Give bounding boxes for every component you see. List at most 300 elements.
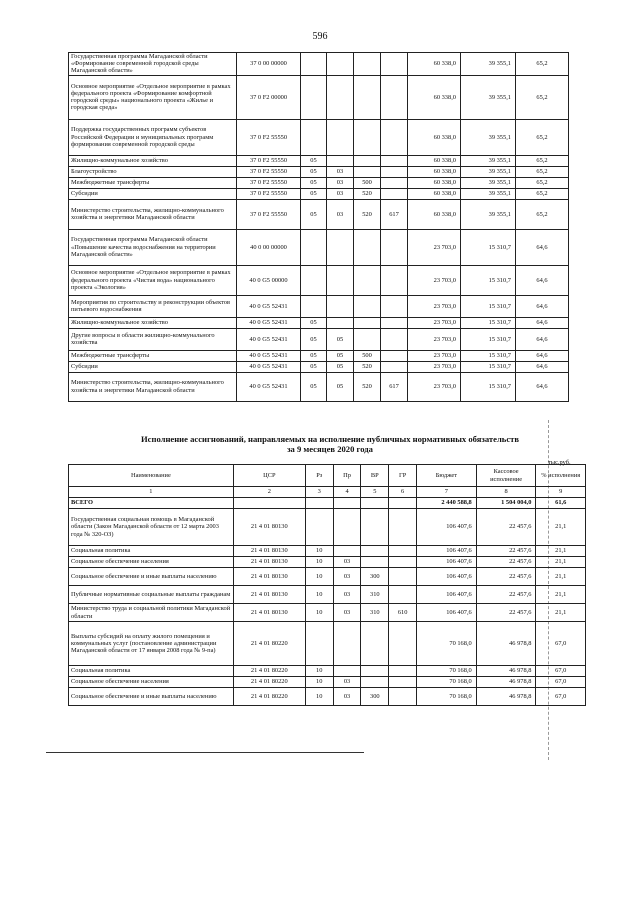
program-table (68, 52, 569, 402)
cell-pct: 64,6 (516, 361, 569, 372)
cell-name: Выплаты субсидий на оплату жилого помещения и коммунальных услуг (постановление администрации Магаданской области от 17 января 2008 года № 9-па) (69, 622, 234, 666)
cell-budget: 106 407,6 (417, 509, 477, 546)
obligations-table-body (69, 509, 586, 706)
cell-pr (333, 509, 361, 546)
cell-cash: 22 457,6 (476, 604, 536, 622)
cell-vr (354, 229, 381, 265)
cell-pct: 65,2 (516, 199, 569, 229)
cell-csr: 21 4 01 80220 (233, 666, 305, 677)
cell-cash: 46 978,8 (476, 622, 536, 666)
cell-rz: 05 (301, 328, 327, 350)
cell-csr: 40 0 G5 52431 (237, 295, 301, 317)
cell-csr: 37 0 00 00000 (237, 53, 301, 76)
col-number: 5 (361, 487, 389, 498)
cell-pct: 64,6 (516, 265, 569, 295)
cell-vr (354, 295, 381, 317)
col-pr-header: Пр (333, 465, 361, 487)
cell-pr (327, 295, 354, 317)
cell-pr (327, 265, 354, 295)
cell-csr: 40 0 G5 52431 (237, 328, 301, 350)
cell-vr (354, 317, 381, 328)
cell-gr (381, 350, 408, 361)
cell-budget: 23 703,0 (408, 317, 461, 328)
cell-pct: 65,2 (516, 188, 569, 199)
cell-cash: 39 355,1 (461, 177, 516, 188)
table-row (69, 177, 569, 188)
cell-cash: 46 978,8 (476, 688, 536, 706)
cell-pct: 64,6 (516, 295, 569, 317)
cell-csr: 37 0 F2 55550 (237, 188, 301, 199)
cell-name: Субсидии (69, 188, 237, 199)
cell-budget: 23 703,0 (408, 361, 461, 372)
cell-rz: 10 (305, 604, 333, 622)
cell-name: Социальная политика (69, 546, 234, 557)
col-gr-header: ГР (389, 465, 417, 487)
cell-name: Социальное обеспечение населения (69, 677, 234, 688)
table-row (69, 509, 586, 546)
table-row (69, 119, 569, 155)
cell-vr (354, 155, 381, 166)
cell-cash: 15 310,7 (461, 350, 516, 361)
cell-pr: 03 (333, 557, 361, 568)
cell-gr (389, 557, 417, 568)
cell-gr (389, 677, 417, 688)
cell-pr (327, 229, 354, 265)
col-pct-header: % исполнения (536, 465, 586, 487)
cell-budget: 60 338,0 (408, 188, 461, 199)
cell-pr: 03 (327, 199, 354, 229)
cell-name: Основное мероприятие «Отдельное мероприятие в рамках федерального проекта «Формирование комфортной городской среды» национального проекта «Жилье и городская среда» (69, 75, 237, 119)
cell-pct: 21,1 (536, 509, 586, 546)
table-row (69, 586, 586, 604)
table-row (69, 604, 586, 622)
cell-pr (327, 155, 354, 166)
cell-name: Основное мероприятие «Отдельное мероприятие в рамках федерального проекта «Чистая вода» национального проекта «Экология» (69, 265, 237, 295)
table-row (69, 622, 586, 666)
cell-pr: 03 (333, 688, 361, 706)
section-title-line-2: за 9 месяцев 2020 года (287, 444, 373, 454)
cell-vr: 520 (354, 372, 381, 401)
cell-budget: 60 338,0 (408, 177, 461, 188)
cell-budget: 60 338,0 (408, 155, 461, 166)
cell-csr: 40 0 G5 52431 (237, 361, 301, 372)
cell-vr: 300 (361, 688, 389, 706)
column-number-row (69, 487, 586, 498)
cell-budget: 106 407,6 (417, 557, 477, 568)
cell-pct: 65,2 (516, 177, 569, 188)
cell-name: Государственная программа Магаданской области «Формирование современной городской среды Магаданской области» (69, 53, 237, 76)
cell-csr: 40 0 G5 52431 (237, 372, 301, 401)
cell-gr (381, 295, 408, 317)
cell-name: Жилищно-коммунальное хозяйство (69, 317, 237, 328)
cell-budget: 23 703,0 (408, 372, 461, 401)
cell-rz: 10 (305, 568, 333, 586)
cell-csr: 37 0 F2 55550 (237, 177, 301, 188)
cell-csr: 37 0 F2 55550 (237, 119, 301, 155)
cell-rz: 05 (301, 199, 327, 229)
cell-vr: 500 (354, 350, 381, 361)
cell-rz: 05 (301, 166, 327, 177)
empty-cell (361, 498, 389, 509)
cell-rz: 10 (305, 557, 333, 568)
cell-name: Благоустройство (69, 166, 237, 177)
col-number: 1 (69, 487, 234, 498)
cell-csr: 21 4 01 80130 (233, 586, 305, 604)
total-budget: 2 440 588,8 (417, 498, 477, 509)
cell-pct: 65,2 (516, 119, 569, 155)
total-row (69, 498, 586, 509)
cell-rz (305, 509, 333, 546)
cell-rz (301, 119, 327, 155)
cell-cash: 39 355,1 (461, 75, 516, 119)
cell-cash: 15 310,7 (461, 317, 516, 328)
cell-rz: 05 (301, 317, 327, 328)
cell-rz: 10 (305, 546, 333, 557)
cell-name: Министерство строительства, жилищно-коммунального хозяйства и энергетики Магаданской области (69, 372, 237, 401)
cell-budget: 23 703,0 (408, 265, 461, 295)
cell-budget: 60 338,0 (408, 199, 461, 229)
cell-vr: 520 (354, 188, 381, 199)
cell-pr (327, 317, 354, 328)
cell-pr: 05 (327, 328, 354, 350)
cell-csr: 40 0 G5 52431 (237, 350, 301, 361)
cell-cash: 39 355,1 (461, 188, 516, 199)
cell-cash: 46 978,8 (476, 677, 536, 688)
cell-vr (361, 546, 389, 557)
cell-csr: 21 4 01 80220 (233, 677, 305, 688)
total-cash: 1 504 004,0 (476, 498, 536, 509)
cell-vr (361, 509, 389, 546)
cell-gr (381, 328, 408, 350)
cell-csr: 21 4 01 80220 (233, 688, 305, 706)
cell-vr (354, 265, 381, 295)
cell-rz: 05 (301, 361, 327, 372)
cell-name: Министерство труда и социальной политики Магаданской области (69, 604, 234, 622)
unit-label: тыс.руб. (548, 459, 571, 466)
col-rz-header: Рз (305, 465, 333, 487)
cell-vr (361, 677, 389, 688)
cell-pct: 21,1 (536, 546, 586, 557)
cell-pct: 64,6 (516, 372, 569, 401)
table-row (69, 372, 569, 401)
cell-rz: 05 (301, 177, 327, 188)
cell-rz (301, 265, 327, 295)
cell-rz (301, 295, 327, 317)
cell-rz: 05 (301, 372, 327, 401)
cell-gr (389, 666, 417, 677)
cell-gr (381, 188, 408, 199)
total-pct: 61,6 (536, 498, 586, 509)
cell-pr: 03 (327, 177, 354, 188)
table-row (69, 666, 586, 677)
cell-budget: 70 168,0 (417, 677, 477, 688)
table-row (69, 166, 569, 177)
cell-pct: 67,0 (536, 666, 586, 677)
cell-pct: 64,6 (516, 328, 569, 350)
cell-csr: 21 4 01 80130 (233, 557, 305, 568)
cell-budget: 23 703,0 (408, 295, 461, 317)
cell-name: Поддержка государственных программ субъектов Российской Федерации и муниципальных программ формирования современной городской среды (69, 119, 237, 155)
cell-rz: 10 (305, 666, 333, 677)
col-number: 3 (305, 487, 333, 498)
cell-gr (389, 568, 417, 586)
cell-vr (354, 53, 381, 76)
cell-cash: 15 310,7 (461, 361, 516, 372)
cell-cash: 22 457,6 (476, 568, 536, 586)
section-title-line-1: Исполнение ассигнований, направляемых на исполнение публичных нормативных обязательств (141, 434, 519, 444)
cell-gr (389, 586, 417, 604)
cell-pr (333, 666, 361, 677)
cell-budget: 60 338,0 (408, 53, 461, 76)
table-row (69, 265, 569, 295)
table-row (69, 188, 569, 199)
cell-cash: 15 310,7 (461, 229, 516, 265)
table-row (69, 53, 569, 76)
empty-cell (233, 498, 305, 509)
cell-pct: 64,6 (516, 317, 569, 328)
table-row (69, 677, 586, 688)
cell-pr: 03 (333, 604, 361, 622)
cell-budget: 106 407,6 (417, 568, 477, 586)
cell-gr (381, 119, 408, 155)
table-row (69, 75, 569, 119)
cell-vr: 310 (361, 586, 389, 604)
cell-pct: 21,1 (536, 586, 586, 604)
cell-name: Межбюджетные трансферты (69, 350, 237, 361)
cell-pr: 03 (333, 568, 361, 586)
cell-rz (301, 229, 327, 265)
cell-pr: 03 (333, 586, 361, 604)
program-table-body (69, 53, 569, 402)
cell-pct: 67,0 (536, 688, 586, 706)
cell-pr: 05 (327, 372, 354, 401)
cell-pr (327, 75, 354, 119)
cell-name: Другие вопросы в области жилищно-коммунального хозяйства (69, 328, 237, 350)
cell-cash: 46 978,8 (476, 666, 536, 677)
cell-vr (361, 622, 389, 666)
cell-pct: 67,0 (536, 677, 586, 688)
cell-pr: 03 (327, 166, 354, 177)
table-row (69, 317, 569, 328)
cell-rz: 10 (305, 688, 333, 706)
cell-rz: 10 (305, 677, 333, 688)
cell-vr (354, 75, 381, 119)
cell-gr (381, 317, 408, 328)
col-number: 2 (233, 487, 305, 498)
cell-budget: 70 168,0 (417, 666, 477, 677)
cell-vr (361, 666, 389, 677)
cell-pr: 05 (327, 350, 354, 361)
col-number: 6 (389, 487, 417, 498)
col-budget-header: Бюджет (417, 465, 477, 487)
cell-vr (361, 557, 389, 568)
col-number: 7 (417, 487, 477, 498)
cell-gr (389, 622, 417, 666)
cell-budget: 70 168,0 (417, 622, 477, 666)
cell-cash: 15 310,7 (461, 295, 516, 317)
col-cash-header: Кассовое исполнение (476, 465, 536, 487)
cell-gr (381, 265, 408, 295)
footer-rule (46, 752, 364, 753)
cell-name: Министерство строительства, жилищно-коммунального хозяйства и энергетики Магаданской области (69, 199, 237, 229)
cell-cash: 15 310,7 (461, 328, 516, 350)
empty-cell (305, 498, 333, 509)
page-number: 596 (312, 31, 328, 42)
cell-gr (381, 75, 408, 119)
cell-pct: 65,2 (516, 75, 569, 119)
cell-csr: 40 0 G5 00000 (237, 265, 301, 295)
cell-pct: 21,1 (536, 568, 586, 586)
cell-pct: 21,1 (536, 557, 586, 568)
cell-gr (381, 361, 408, 372)
cell-budget: 23 703,0 (408, 229, 461, 265)
cell-gr (381, 155, 408, 166)
header-row (69, 465, 586, 487)
cell-cash: 39 355,1 (461, 199, 516, 229)
cell-budget: 60 338,0 (408, 75, 461, 119)
cell-gr: 617 (381, 199, 408, 229)
cell-cash: 22 457,6 (476, 557, 536, 568)
cell-name: Жилищно-коммунальное хозяйство (69, 155, 237, 166)
table-row (69, 568, 586, 586)
cell-csr: 37 0 F2 55550 (237, 166, 301, 177)
col-vr-header: ВР (361, 465, 389, 487)
cell-vr (354, 328, 381, 350)
cell-budget: 106 407,6 (417, 604, 477, 622)
cell-cash: 39 355,1 (461, 119, 516, 155)
cell-gr (381, 177, 408, 188)
cell-csr: 21 4 01 80130 (233, 509, 305, 546)
table-row (69, 229, 569, 265)
table-row (69, 295, 569, 317)
cell-pr (333, 546, 361, 557)
cell-name: Государственная социальная помощь в Магаданской области (Закон Магаданской области от 12 марта 2003 года № 320-ОЗ) (69, 509, 234, 546)
total-label: ВСЕГО (69, 498, 234, 509)
cell-budget: 70 168,0 (417, 688, 477, 706)
table-row (69, 557, 586, 568)
cell-gr: 610 (389, 604, 417, 622)
col-number: 4 (333, 487, 361, 498)
cell-csr: 21 4 01 80130 (233, 546, 305, 557)
cell-csr: 37 0 F2 55550 (237, 155, 301, 166)
cell-gr (389, 509, 417, 546)
table-row (69, 546, 586, 557)
cell-budget: 106 407,6 (417, 546, 477, 557)
cell-cash: 39 355,1 (461, 53, 516, 76)
cell-name: Социальное обеспечение и иные выплаты населению (69, 568, 234, 586)
cell-name: Государственная программа Магаданской области «Повышение качества водоснабжения на территории Магаданской области» (69, 229, 237, 265)
cell-pr: 03 (333, 677, 361, 688)
cell-csr: 40 0 G5 52431 (237, 317, 301, 328)
obligations-table (68, 464, 586, 706)
cell-name: Социальное обеспечение населения (69, 557, 234, 568)
col-name-header: Наименование (69, 465, 234, 487)
cell-pct: 65,2 (516, 53, 569, 76)
cell-pct: 64,6 (516, 350, 569, 361)
cell-pr (327, 53, 354, 76)
section-title (60, 434, 600, 454)
table-row (69, 199, 569, 229)
empty-cell (333, 498, 361, 509)
cell-rz: 05 (301, 350, 327, 361)
cell-rz (301, 53, 327, 76)
empty-cell (389, 498, 417, 509)
cell-csr: 21 4 01 80130 (233, 604, 305, 622)
cell-vr: 520 (354, 199, 381, 229)
cell-vr: 500 (354, 177, 381, 188)
col-number: 8 (476, 487, 536, 498)
cell-pr: 03 (327, 188, 354, 199)
cell-cash: 22 457,6 (476, 509, 536, 546)
cell-gr (389, 688, 417, 706)
cell-budget: 23 703,0 (408, 350, 461, 361)
cell-pr: 05 (327, 361, 354, 372)
cell-pr (333, 622, 361, 666)
cell-gr (381, 229, 408, 265)
cell-cash: 15 310,7 (461, 372, 516, 401)
cell-name: Социальная политика (69, 666, 234, 677)
table-row (69, 361, 569, 372)
col-csr-header: ЦСР (233, 465, 305, 487)
cell-budget: 60 338,0 (408, 166, 461, 177)
cell-rz: 10 (305, 586, 333, 604)
cell-pct: 21,1 (536, 604, 586, 622)
cell-vr: 310 (361, 604, 389, 622)
cell-vr: 300 (361, 568, 389, 586)
cell-cash: 22 457,6 (476, 586, 536, 604)
cell-budget: 106 407,6 (417, 586, 477, 604)
table-row (69, 688, 586, 706)
cell-pct: 64,6 (516, 229, 569, 265)
table-row (69, 350, 569, 361)
cell-budget: 23 703,0 (408, 328, 461, 350)
table-row (69, 155, 569, 166)
cell-name: Межбюджетные трансферты (69, 177, 237, 188)
cell-name: Социальное обеспечение и иные выплаты населению (69, 688, 234, 706)
cell-gr (381, 53, 408, 76)
cell-cash: 39 355,1 (461, 166, 516, 177)
cell-rz: 05 (301, 155, 327, 166)
cell-name: Субсидии (69, 361, 237, 372)
cell-cash: 39 355,1 (461, 155, 516, 166)
cell-csr: 37 0 F2 55550 (237, 199, 301, 229)
cell-pct: 65,2 (516, 155, 569, 166)
cell-gr: 617 (381, 372, 408, 401)
cell-budget: 60 338,0 (408, 119, 461, 155)
cell-csr: 21 4 01 80130 (233, 568, 305, 586)
cell-name: Публичные нормативные социальные выплаты гражданам (69, 586, 234, 604)
col-number: 9 (536, 487, 586, 498)
cell-pct: 67,0 (536, 622, 586, 666)
cell-rz (305, 622, 333, 666)
cell-rz: 05 (301, 188, 327, 199)
cell-gr (381, 166, 408, 177)
cell-cash: 15 310,7 (461, 265, 516, 295)
cell-csr: 21 4 01 80220 (233, 622, 305, 666)
cell-pr (327, 119, 354, 155)
cell-name: Мероприятия по строительству и реконструкции объектов питьевого водоснабжения (69, 295, 237, 317)
cell-csr: 37 0 F2 00000 (237, 75, 301, 119)
table-row (69, 328, 569, 350)
cell-vr (354, 166, 381, 177)
cell-vr (354, 119, 381, 155)
cell-gr (389, 546, 417, 557)
cell-pct: 65,2 (516, 166, 569, 177)
cell-csr: 40 0 00 00000 (237, 229, 301, 265)
cell-vr: 520 (354, 361, 381, 372)
cell-rz (301, 75, 327, 119)
cell-cash: 22 457,6 (476, 546, 536, 557)
